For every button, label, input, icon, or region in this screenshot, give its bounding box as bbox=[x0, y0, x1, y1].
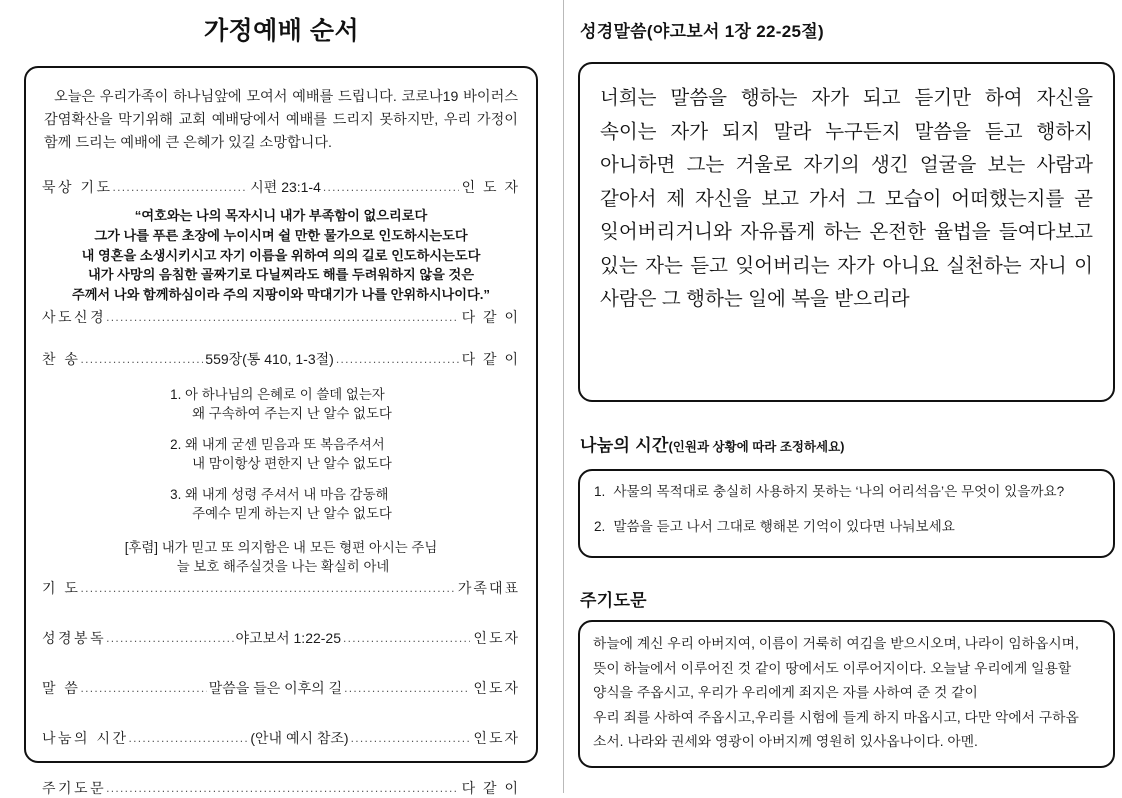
order-role: 인도자 bbox=[473, 730, 520, 747]
psalm-quote-line: 그가 나를 푸른 초장에 누이시며 쉴 만한 물가으로 인도하시는도다 bbox=[94, 227, 468, 243]
sharing-heading-text: 나눔의 시간 bbox=[580, 436, 669, 455]
order-line-scripture-reading bbox=[42, 628, 520, 648]
lords-prayer-heading-text: 주기도문 bbox=[580, 591, 647, 610]
hymn-refrain-label: [후렴] bbox=[124, 539, 159, 555]
order-role: 다 같 이 bbox=[461, 780, 520, 797]
order-line-meditation-prayer bbox=[42, 177, 520, 197]
order-label: 주기도문 bbox=[42, 780, 107, 797]
lords-prayer-line: 소서. 나라와 권세와 영광이 아버지께 영원히 있사옵나이다. 아멘. bbox=[593, 734, 978, 750]
order-detail: 559장(통 410, 1-3절) bbox=[205, 350, 334, 367]
sharing-questions-panel bbox=[578, 469, 1115, 558]
hymn-verse-line2: 주예수 믿게 하는지 난 알수 없도다 bbox=[192, 506, 392, 522]
right-column bbox=[563, 0, 1122, 793]
sharing-section-heading bbox=[580, 431, 844, 456]
hymn-refrain bbox=[125, 538, 438, 577]
hymn-verse-number: 3. bbox=[170, 486, 182, 502]
order-line-sharing-time bbox=[42, 728, 520, 748]
scripture-passage-panel bbox=[578, 62, 1115, 402]
order-role: 다 같 이 bbox=[461, 350, 520, 367]
order-line-sermon bbox=[42, 678, 520, 698]
order-label: 찬 송 bbox=[42, 350, 81, 367]
order-role: 다 같 이 bbox=[461, 308, 520, 325]
leader-dots bbox=[344, 681, 470, 695]
order-label: 성경봉독 bbox=[42, 630, 107, 647]
hymn-verse bbox=[170, 385, 392, 424]
order-label: 나눔의 시간 bbox=[42, 730, 129, 747]
leader-dots bbox=[106, 631, 233, 645]
question-number: 2. bbox=[594, 519, 606, 535]
order-detail: 말씀을 들은 이후의 길 bbox=[208, 680, 343, 697]
hymn-verse bbox=[170, 435, 392, 474]
hymn-verse-line2: 내 맘이항상 편한지 난 알수 없도다 bbox=[192, 456, 392, 472]
lords-prayer-line: 뜻이 하늘에서 이루어진 것 같이 땅에서도 이루어지이다. 오늘날 우리에게 일용할 bbox=[593, 660, 1072, 676]
scripture-section-heading bbox=[580, 17, 824, 42]
sharing-heading-note: (인원과 상황에 따라 조정하세요) bbox=[668, 440, 845, 454]
hymn-verse bbox=[170, 485, 392, 524]
order-line-apostles-creed bbox=[42, 307, 520, 327]
psalm-quote-line: 내 영혼을 소생시키시고 자기 이름을 위하여 의의 길로 인도하시는도다 bbox=[81, 247, 481, 263]
order-role: 인도자 bbox=[473, 630, 520, 647]
lords-prayer-line: 하늘에 계신 우리 아버지여, 이름이 거룩히 여김을 받으시오며, 나라이 임하옵시며, bbox=[593, 636, 1079, 651]
scripture-heading-text: 성경말씀(야고보서 1장 22-25절) bbox=[580, 22, 824, 41]
order-label: 사도신경 bbox=[42, 308, 107, 325]
intro-paragraph: 오늘은 우리가족이 하나님앞에 모여서 예배를 드립니다. 코로나19 바이러스 감염확산을 막기위해 교회 예배당에서 예배를 드리지 못하지만, 우리 가정이 함께 드리는 예배에 큰 은혜가 있길 소망합니다. bbox=[44, 89, 518, 151]
hymn-verse-number: 2. bbox=[170, 436, 182, 452]
order-line-prayer bbox=[42, 578, 520, 598]
leader-dots bbox=[80, 681, 206, 695]
order-role: 인 도 자 bbox=[461, 179, 520, 195]
sharing-question bbox=[594, 482, 1099, 501]
psalm-quote-line: “여호와는 나의 목자시니 내가 부족함이 없으리로다 bbox=[134, 208, 428, 223]
hymn-refrain-line1: 내가 믿고 또 의지함은 내 모든 형편 아시는 주님 bbox=[161, 539, 438, 555]
question-text: 말씀을 듣고 나서 그대로 행해본 기억이 있다면 나눠보세요 bbox=[613, 519, 955, 535]
order-detail: (안내 예시 참조) bbox=[250, 730, 349, 747]
hymn-lyrics bbox=[42, 385, 520, 577]
leader-dots bbox=[113, 180, 249, 194]
order-detail: 야고보서 1:22-25 bbox=[235, 630, 341, 647]
order-label: 묵상 기도 bbox=[42, 179, 113, 195]
leader-dots bbox=[80, 581, 454, 595]
page-title: 가정예배 순서 bbox=[203, 17, 360, 45]
order-line-lords-prayer bbox=[42, 778, 520, 798]
psalm-quote bbox=[42, 206, 520, 305]
leader-dots bbox=[336, 352, 459, 366]
lords-prayer-panel bbox=[578, 620, 1115, 768]
question-text: 사물의 목적대로 충실히 사용하지 못하는 ‘나의 어리석음’은 무엇이 있을까요? bbox=[613, 484, 1065, 499]
leader-dots bbox=[351, 731, 471, 745]
order-role: 가족대표 bbox=[457, 580, 520, 597]
leader-dots bbox=[323, 180, 459, 194]
lords-prayer-line: 우리 죄를 사하여 주옵시고,우리를 시험에 들게 하지 마옵시고, 다만 악에서 구하옵 bbox=[593, 709, 1079, 725]
sharing-question bbox=[594, 517, 1099, 536]
leader-dots bbox=[80, 352, 203, 366]
question-number: 1. bbox=[594, 484, 606, 499]
scripture-passage-text: 너희는 말씀을 행하는 자가 되고 듣기만 하여 자신을 속이는 자가 되지 말라 누구든지 말씀을 듣고 행하지 아니하면 그는 거울로 자기의 생긴 얼굴을 보는 사람과 같아서 제 자신을 보고 가서 그 모습이 어떠했는지를 곧 잊어버리거니와 자유롭게 하는 온전한 율법을 들여다보고 있는 자는 듣고 잊어버리는 자가 아니요 실천하는 자니 이 사람은 그 행하는 일에 복을 받으리라 bbox=[600, 87, 1093, 311]
leader-dots bbox=[106, 310, 459, 324]
order-label: 말 씀 bbox=[42, 680, 81, 697]
order-role: 인도자 bbox=[473, 680, 520, 697]
hymn-verse-line1: 왜 내게 굳센 믿음과 또 복음주셔서 bbox=[185, 436, 385, 452]
leader-dots bbox=[129, 731, 249, 745]
leader-dots bbox=[106, 781, 459, 795]
psalm-quote-line: 내가 사망의 음침한 골짜기로 다닐찌라도 해를 두려워하지 않을 것은 bbox=[87, 267, 474, 283]
worship-order-panel bbox=[24, 66, 538, 797]
hymn-verse-line2: 왜 구속하여 주는지 난 알수 없도다 bbox=[192, 406, 392, 422]
order-detail: 시편 23:1-4 bbox=[250, 179, 321, 195]
hymn-verse-number: 1. bbox=[170, 386, 182, 402]
hymn-refrain-line2: 늘 보호 해주실것을 나는 확실히 아네 bbox=[176, 559, 390, 575]
hymn-verse-line1: 왜 내게 성령 주셔서 내 마음 감동해 bbox=[185, 486, 389, 502]
psalm-quote-line: 주께서 나와 함께하심이라 주의 지팡이와 막대기가 나를 안위하시나이다.” bbox=[71, 287, 491, 303]
lords-prayer-section-heading bbox=[580, 586, 647, 611]
order-label: 기 도 bbox=[42, 580, 81, 597]
hymn-verse-line1: 아 하나님의 은혜로 이 쓸데 없는자 bbox=[185, 386, 385, 402]
leader-dots bbox=[343, 631, 470, 645]
order-line-hymn bbox=[42, 349, 520, 369]
lords-prayer-line: 양식을 주옵시고, 우리가 우리에게 죄지은 자를 사하여 준 것 같이 bbox=[593, 685, 978, 701]
